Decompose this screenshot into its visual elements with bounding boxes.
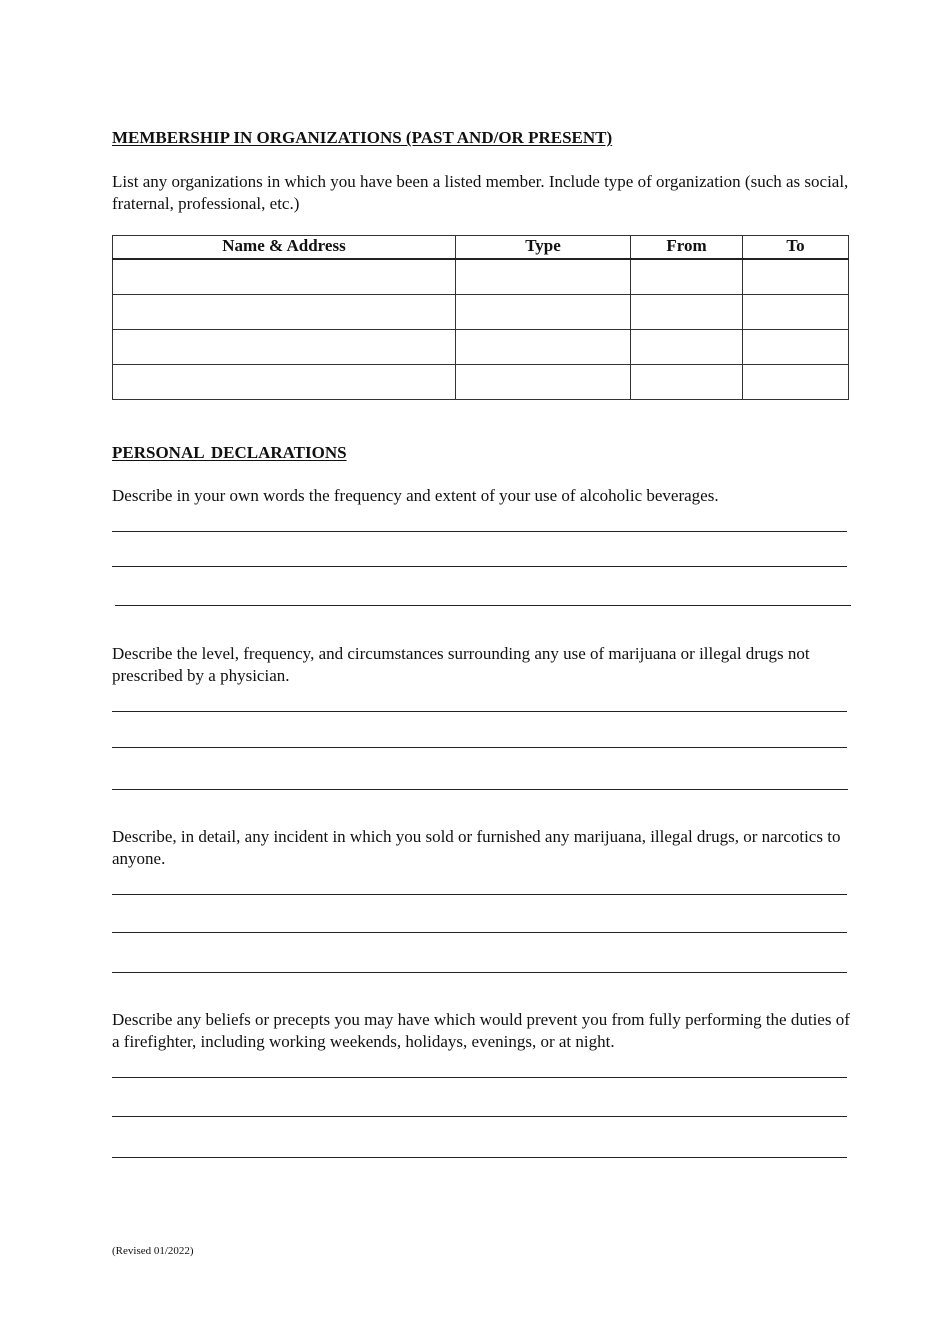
to-cell[interactable] xyxy=(743,295,849,330)
column-header-to: To xyxy=(743,236,849,260)
name-address-cell[interactable] xyxy=(113,259,456,295)
revision-note: (Revised 01/2022) xyxy=(112,1245,194,1257)
question-drug-use-prompt: Describe the level, frequency, and circumstances surrounding any use of marijuana or illegal drugs not prescribed by a physician. xyxy=(112,644,810,685)
organizations-table xyxy=(112,235,849,400)
table-row xyxy=(113,259,849,295)
name-address-cell[interactable] xyxy=(113,365,456,400)
name-address-cell[interactable] xyxy=(113,330,456,365)
table-row xyxy=(113,330,849,365)
question-beliefs-prompt: Describe any beliefs or precepts you may have which would prevent you from fully performing the duties of a firefighter, including working weekends, holidays, evenings, or at night. xyxy=(112,1010,850,1051)
from-cell[interactable] xyxy=(631,330,743,365)
answer-line[interactable] xyxy=(112,531,847,532)
from-cell[interactable] xyxy=(631,365,743,400)
declarations-section-title: PERSONAL DECLARATIONS xyxy=(112,443,347,462)
type-cell[interactable] xyxy=(456,295,631,330)
column-header-from: From xyxy=(631,236,743,260)
from-cell[interactable] xyxy=(631,295,743,330)
answer-line[interactable] xyxy=(112,972,847,973)
membership-section-title: MEMBERSHIP IN ORGANIZATIONS (PAST AND/OR PRESENT) xyxy=(112,128,613,147)
table-row xyxy=(113,295,849,330)
membership-instructions: List any organizations in which you have been a listed member. Include type of organization (such as social, fraternal, professional, etc.) xyxy=(112,172,849,213)
answer-line[interactable] xyxy=(112,566,847,567)
type-cell[interactable] xyxy=(456,365,631,400)
answer-line[interactable] xyxy=(112,747,847,748)
answer-line[interactable] xyxy=(112,789,848,790)
to-cell[interactable] xyxy=(743,365,849,400)
answer-line[interactable] xyxy=(112,1077,847,1078)
answer-line[interactable] xyxy=(112,894,847,895)
answer-line[interactable] xyxy=(112,711,847,712)
table-header-row xyxy=(113,236,849,260)
answer-line[interactable] xyxy=(112,932,847,933)
answer-line[interactable] xyxy=(112,1116,847,1117)
from-cell[interactable] xyxy=(631,259,743,295)
answer-line[interactable] xyxy=(112,1157,847,1158)
type-cell[interactable] xyxy=(456,330,631,365)
name-address-cell[interactable] xyxy=(113,295,456,330)
column-header-name-address: Name & Address xyxy=(113,236,456,260)
table-row xyxy=(113,365,849,400)
column-header-type: Type xyxy=(456,236,631,260)
question-alcohol-prompt: Describe in your own words the frequency and extent of your use of alcoholic beverages. xyxy=(112,486,719,505)
type-cell[interactable] xyxy=(456,259,631,295)
to-cell[interactable] xyxy=(743,330,849,365)
question-drug-sales-prompt: Describe, in detail, any incident in which you sold or furnished any marijuana, illegal drugs, or narcotics to anyone. xyxy=(112,827,841,868)
answer-line[interactable] xyxy=(115,605,851,606)
to-cell[interactable] xyxy=(743,259,849,295)
